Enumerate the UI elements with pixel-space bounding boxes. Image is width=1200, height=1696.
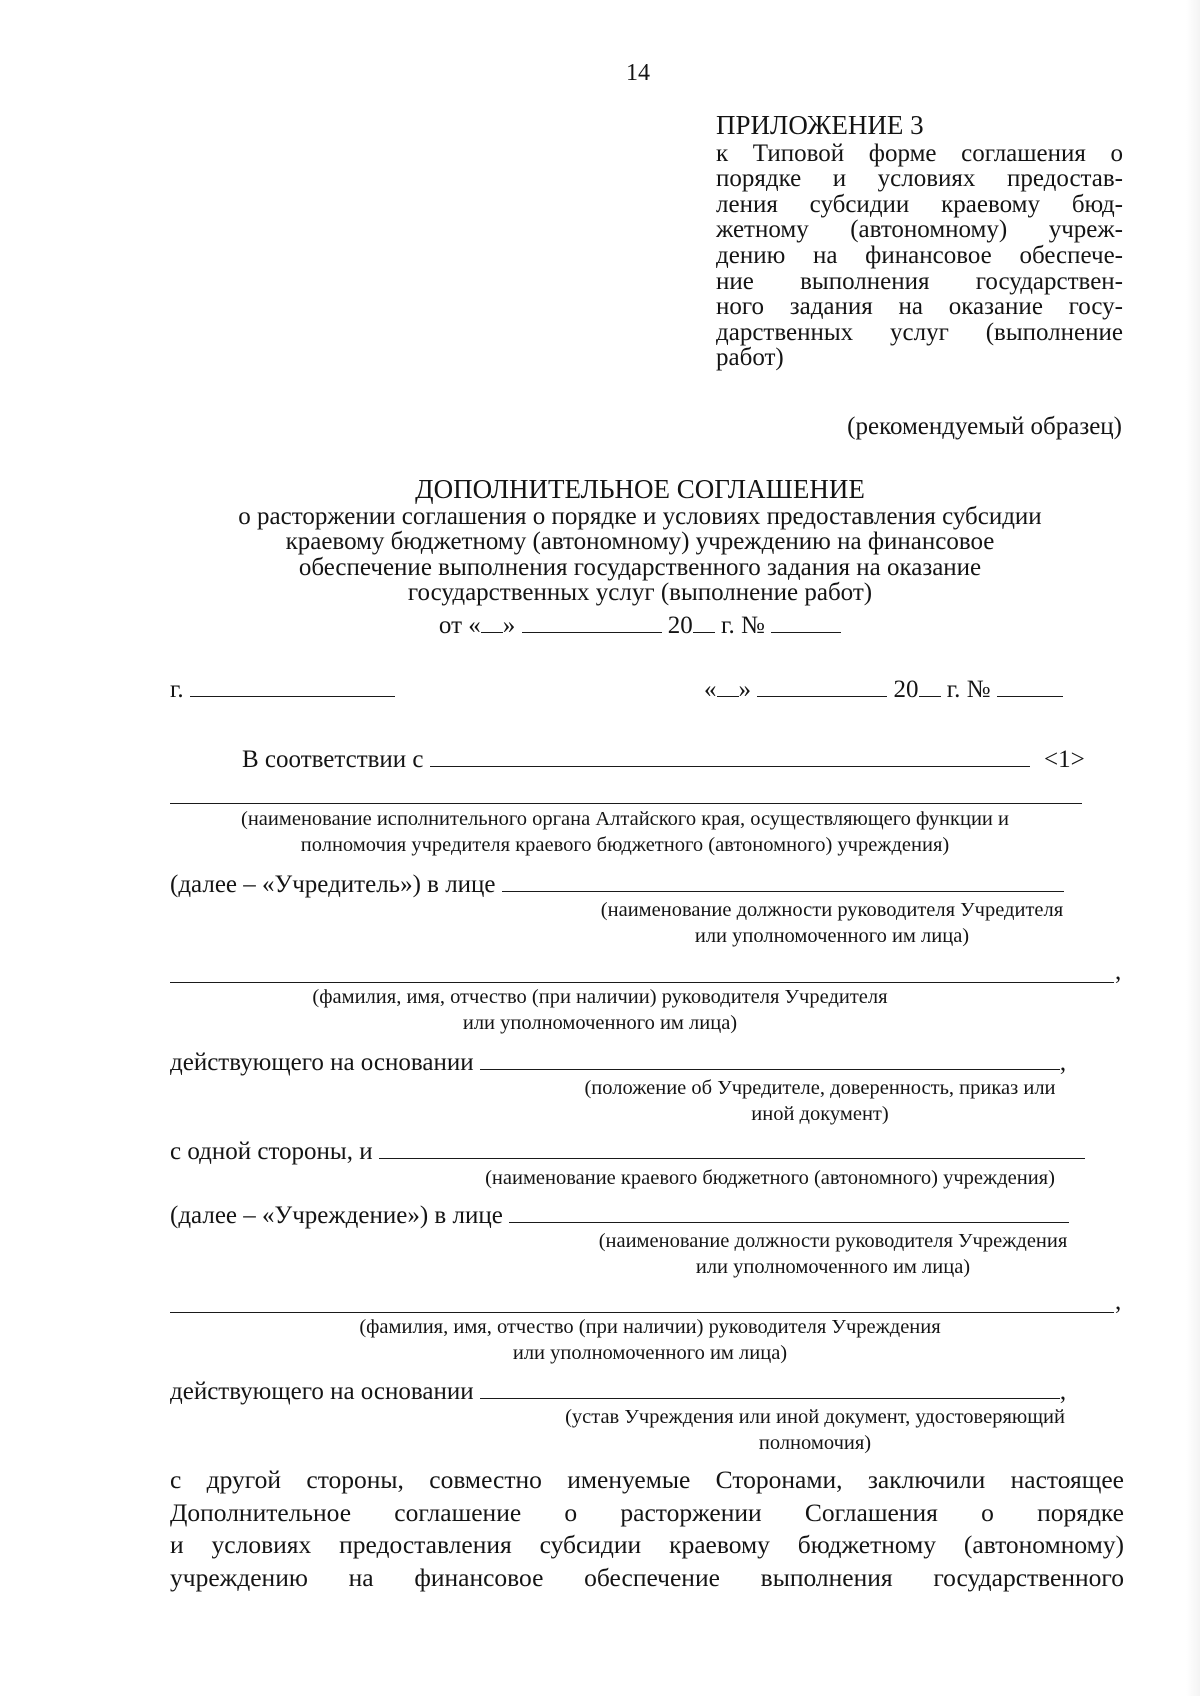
caption-line: иной документ) (751, 1103, 889, 1125)
legal-basis-blank[interactable] (430, 742, 1030, 767)
scan-edge-shadow (1186, 0, 1200, 1696)
in-accordance-label: В соответствии с (242, 746, 424, 773)
day-blank[interactable] (717, 672, 739, 697)
caption-line: или уполномоченного им лица) (695, 1256, 971, 1278)
agreement-date-line (150, 608, 1130, 639)
page-number: 14 (626, 60, 650, 86)
founder-basis-row (170, 1045, 1066, 1077)
institution-name-caption (290, 1314, 1010, 1366)
caption-line: (положение об Учредителе, доверенность, приказ или (584, 1077, 1056, 1099)
one-side-row (170, 1134, 1085, 1166)
institution-basis-caption (510, 1404, 1120, 1456)
year-blank[interactable] (919, 672, 941, 697)
caption-line: (наименование исполнительного органа Алтайского края, осуществляющего функции и (241, 808, 1009, 830)
caption-line: полномочия учредителя краевого бюджетного (автономного) учреждения) (300, 834, 950, 856)
one-side-label: с одной стороны, и (170, 1138, 373, 1165)
founder-basis-blank[interactable] (480, 1045, 1060, 1070)
year-blank[interactable] (693, 608, 715, 633)
institution-in-person-label: (далее – «Учреждение») в лице (170, 1202, 503, 1229)
acting-basis-label: действующего на основании (170, 1049, 474, 1076)
caption-line: или уполномоченного им лица) (694, 925, 970, 947)
month-blank[interactable] (522, 608, 662, 633)
caption-line: (наименование должности руководителя Учредителя (600, 899, 1064, 921)
caption-line: или уполномоченного им лица) (512, 1342, 788, 1364)
institution-name-blank[interactable] (170, 1312, 1114, 1313)
caption-line: (наименование краевого бюджетного (автономного) учреждения) (485, 1167, 1055, 1189)
comma: , (1115, 1288, 1122, 1315)
footnote-ref: <1> (1044, 746, 1085, 773)
date-from-label: от (438, 611, 463, 639)
place-row (170, 672, 395, 704)
institution-basis-row (170, 1374, 1066, 1406)
agreement-subtitle-line: государственных услуг (выполнение работ) (407, 579, 873, 606)
comma: , (1059, 1378, 1067, 1405)
founder-org-caption (150, 806, 1100, 858)
founder-basis-caption (520, 1075, 1120, 1127)
agreement-title: ДОПОЛНИТЕЛЬНОЕ СОГЛАШЕНИЕ (415, 474, 865, 504)
acting-basis-label: действующего на основании (170, 1378, 474, 1405)
day-blank[interactable] (481, 608, 503, 633)
quote-close: » (502, 611, 516, 639)
institution-basis-blank[interactable] (480, 1374, 1060, 1399)
year-prefix: 20 (667, 611, 693, 639)
founder-org-blank[interactable] (170, 803, 1082, 804)
quote-open: « (704, 676, 717, 703)
institution-caption (410, 1165, 1130, 1191)
founder-name-blank[interactable] (170, 982, 1114, 983)
appendix-line: ного задания на оказание госу- (716, 293, 1123, 321)
quote-close: » (738, 676, 751, 703)
number-blank[interactable] (771, 608, 841, 633)
institution-position-caption (548, 1228, 1118, 1280)
caption-line: (наименование должности руководителя Учреждения (598, 1230, 1068, 1252)
appendix-line: работ) (716, 344, 784, 372)
paragraph-line: и условиях предоставления субсидии краевому бюджетному (автономному) (170, 1530, 1124, 1559)
agreement-subtitle-line: краевому бюджетному (автономному) учреждению на финансовое (285, 528, 995, 555)
founder-name-caption (230, 984, 970, 1036)
in-accordance-row (242, 742, 1085, 774)
comma: , (1059, 1049, 1067, 1076)
appendix-line: ления субсидии краевому бюд- (716, 190, 1123, 218)
recommended-sample: (рекомендуемый образец) (847, 413, 1122, 440)
institution-blank[interactable] (379, 1134, 1085, 1159)
agreement-subtitle-line: обеспечение выполнения государственного задания на оказание (298, 553, 982, 581)
month-blank[interactable] (757, 672, 887, 697)
number-label: г. № (946, 676, 991, 703)
founder-position-caption (548, 897, 1116, 949)
caption-line: (фамилия, имя, отчество (при наличии) руководителя Учреждения (359, 1316, 941, 1338)
appendix-line: к Типовой форме соглашения о (716, 139, 1123, 167)
founder-position-blank[interactable] (502, 867, 1064, 892)
appendix-line: дарственных услуг (выполнение (716, 318, 1123, 346)
founder-in-person-label: (далее – «Учредитель») в лице (170, 871, 496, 898)
city-blank[interactable] (190, 672, 395, 697)
appendix-line: порядке и условиях предостав- (716, 165, 1123, 193)
institution-position-blank[interactable] (509, 1198, 1069, 1223)
date-row (704, 672, 1063, 704)
city-prefix: г. (170, 676, 184, 703)
caption-line: (устав Учреждения или иной документ, удостоверяющий (565, 1406, 1065, 1428)
final-paragraph (170, 1464, 1124, 1594)
caption-line: полномочия) (758, 1432, 872, 1454)
institution-in-person-row (170, 1198, 1069, 1230)
paragraph-line: учреждению на финансовое обеспечение выполнения государственного (170, 1562, 1124, 1592)
appendix-line: ние выполнения государствен- (716, 267, 1123, 295)
number-blank[interactable] (997, 672, 1063, 697)
agreement-heading (150, 474, 1130, 639)
paragraph-line: Дополнительное соглашение о расторжении Соглашения о порядке (170, 1497, 1124, 1527)
founder-in-person-row (170, 867, 1064, 899)
caption-line: или уполномоченного им лица) (462, 1012, 738, 1034)
paragraph-line: с другой стороны, совместно именуемые Сторонами, заключили настоящее (170, 1465, 1124, 1494)
caption-line: (фамилия, имя, отчество (при наличии) руководителя Учредителя (312, 986, 888, 1008)
appendix-title: ПРИЛОЖЕНИЕ 3 (716, 110, 924, 140)
appendix-line: жетному (автономному) учреж- (716, 216, 1123, 244)
year-prefix: 20 (893, 676, 919, 703)
number-label: г. № (721, 611, 765, 639)
comma: , (1115, 958, 1122, 985)
appendix-block (716, 110, 1123, 372)
appendix-line: дению на финансовое обеспече- (716, 241, 1123, 269)
agreement-subtitle-line: о расторжении соглашения о порядке и условиях предоставления субсидии (238, 502, 1042, 530)
quote-open: « (468, 611, 481, 639)
